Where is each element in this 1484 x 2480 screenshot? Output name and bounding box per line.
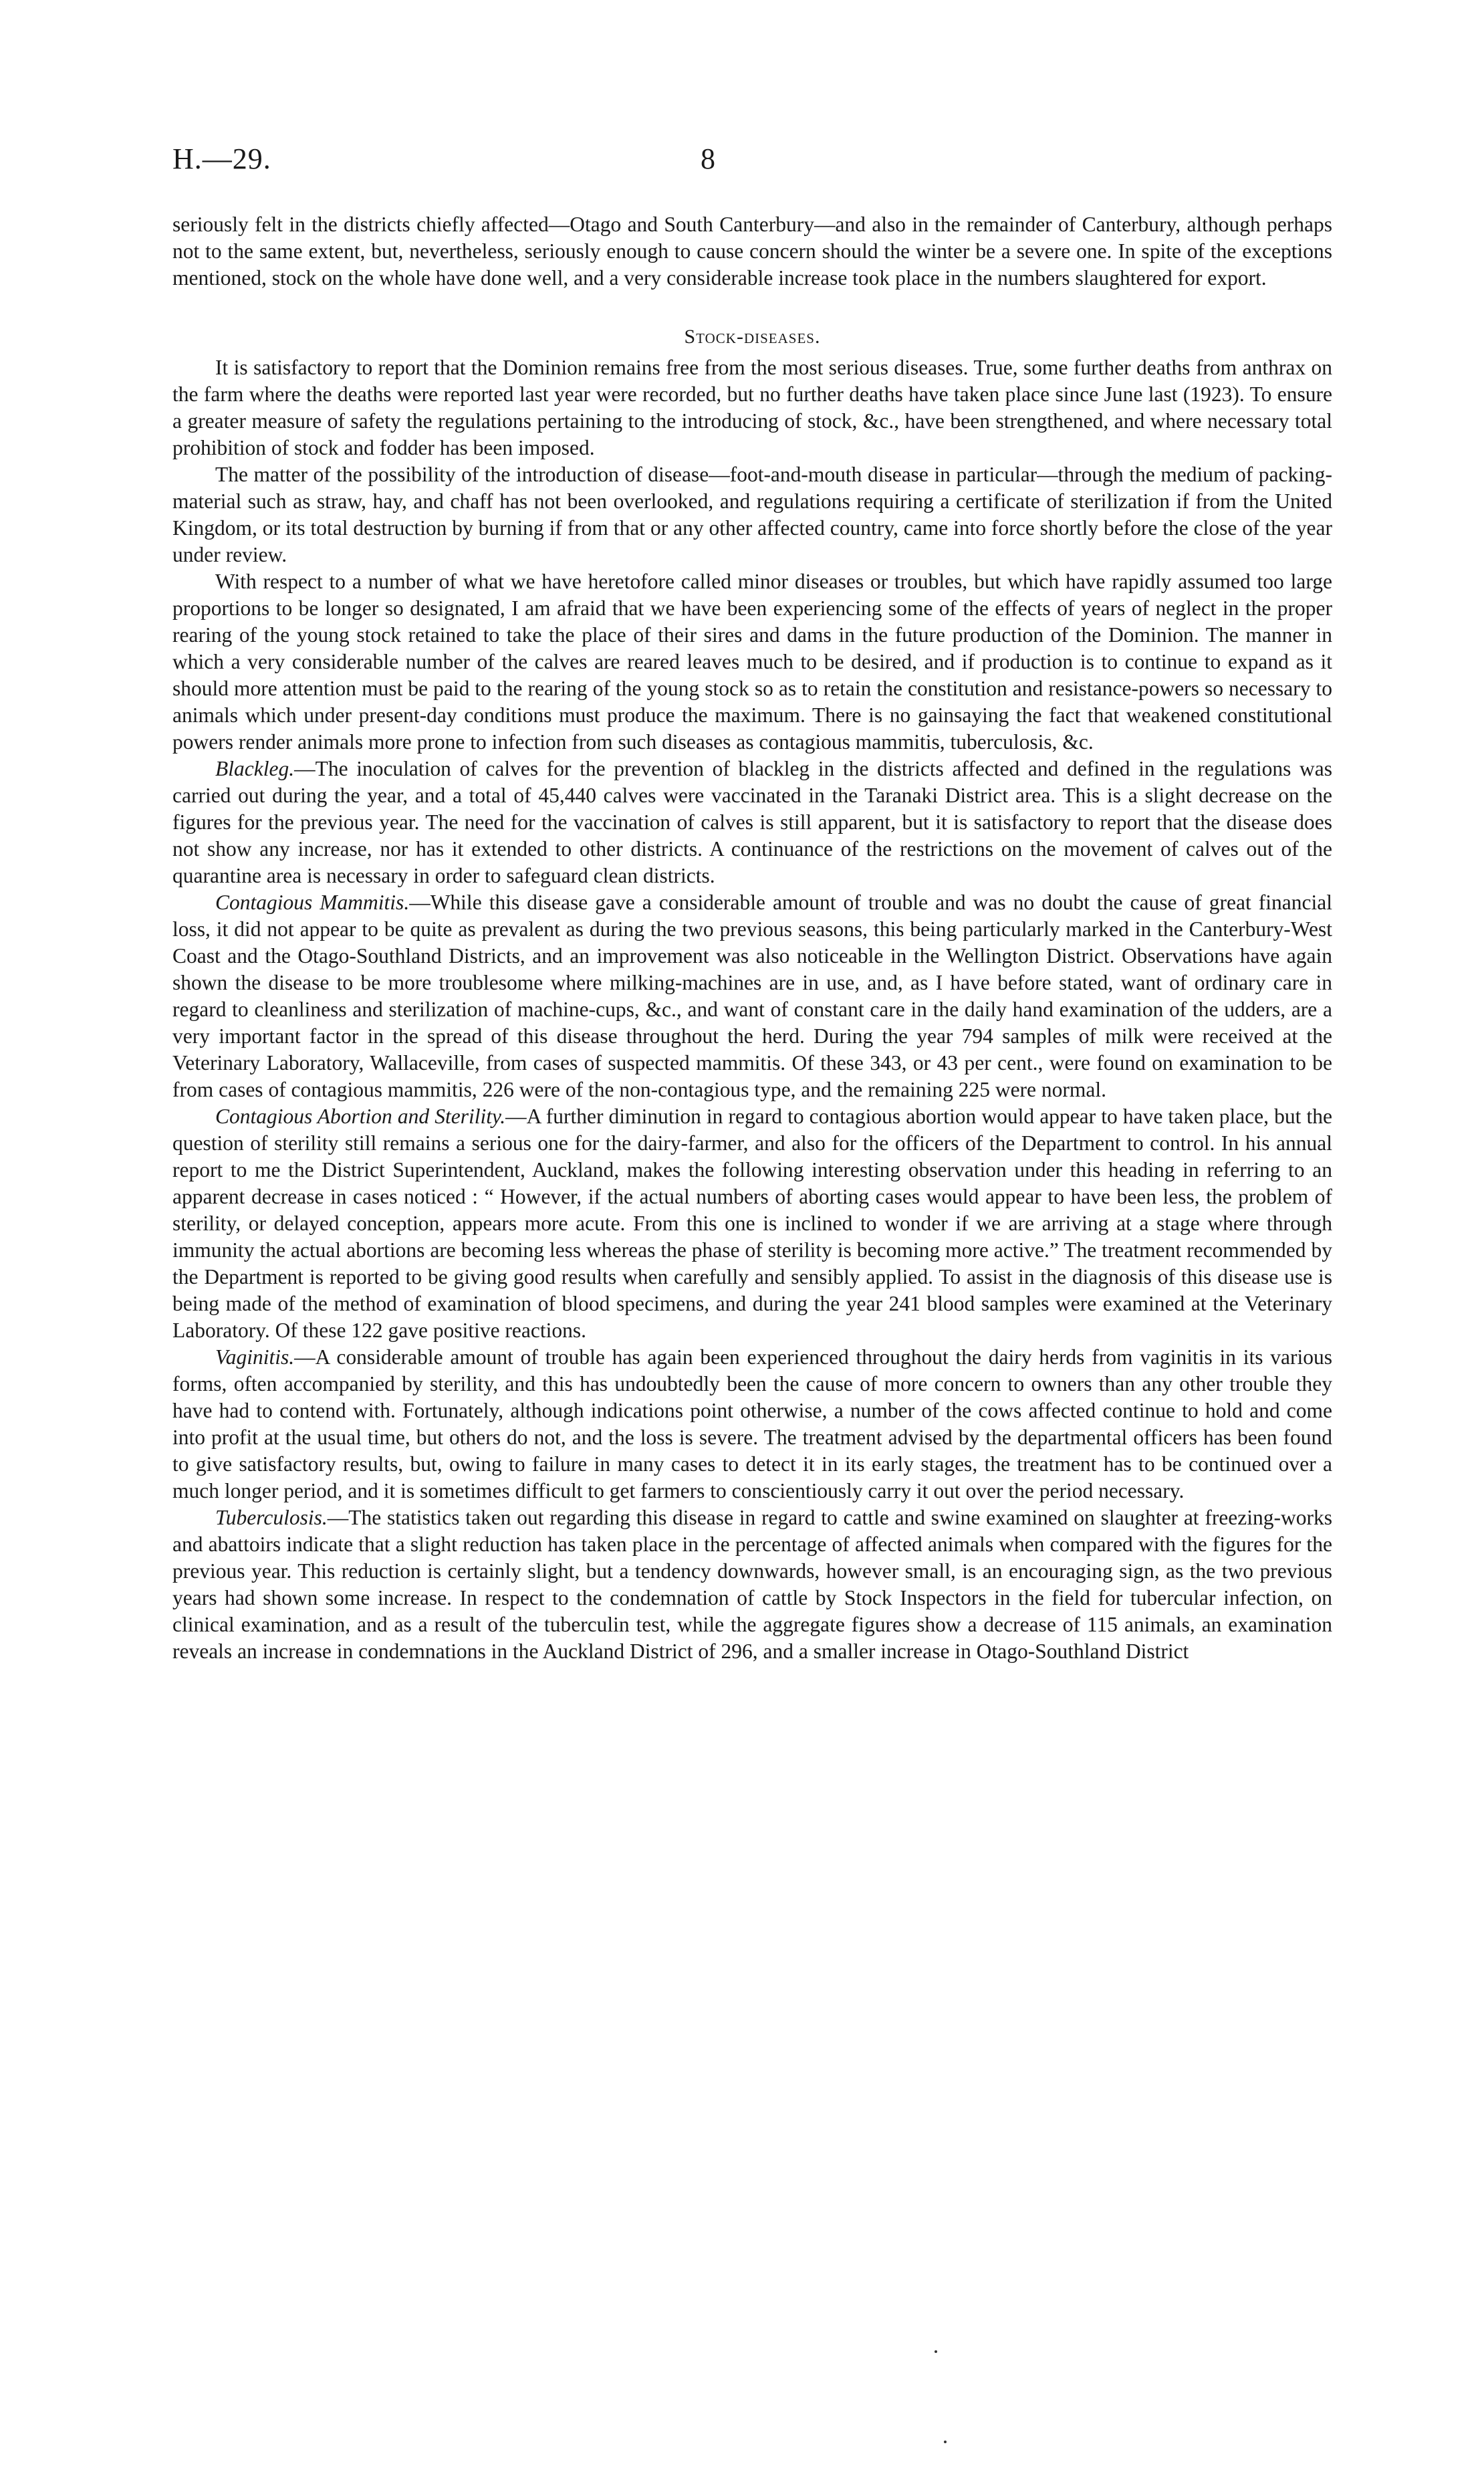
scan-speck xyxy=(944,2441,947,2443)
topic-text: —The inoculation of calves for the prevention of blackleg in the districts affected and defined in the regulations was carried out during the year, and a total of 45,440 calves were vaccinated in the Taranaki District area. This is a slight decrease on the figures for the previous year. The need for the vaccination of calves is still apparent, but it is satisfactory to report that the disease does not show any increase, nor has it extended to other districts. A continuance of the restrictions on the movement of calves out of the quarantine area is necessary in order to safeguard clean districts. xyxy=(172,757,1332,887)
topic-vaginitis xyxy=(172,1344,1332,1504)
report-reference: H.—29. xyxy=(172,142,271,175)
page-number: 8 xyxy=(701,142,716,175)
topic-contagious-mammitis xyxy=(172,889,1332,1103)
topic-title: Vaginitis. xyxy=(215,1345,295,1369)
body-text xyxy=(172,211,1332,1665)
topic-blackleg xyxy=(172,756,1332,889)
topic-contagious-abortion xyxy=(172,1103,1332,1344)
paragraph-minor-diseases: With respect to a number of what we have heretofore called minor diseases or troubles, but which have rapidly assumed too large proportions to be longer so designated, I am afraid that we have been experiencing some of the effects of years of neglect in the proper rearing of the young stock retained to take the place of their sires and dams in the future production of the Dominion. The manner in which a very considerable number of the calves are reared leaves much to be desired, and if production is to continue to expand as it should more attention must be paid to the rearing of the young stock so as to retain the constitution and resistance-powers so necessary to animals which under present-day conditions must produce the maximum. There is no gainsaying the fact that weakened constitutional powers render animals more prone to infection from such diseases as contagious mammitis, tuberculosis, &c. xyxy=(172,570,1332,754)
topic-text: —The statistics taken out regarding this disease in regard to cattle and swine examined on slaughter at freezing-works and abattoirs indicate that a slight reduction has taken place in the percentage of affected animals when compared with the figures for the previous year. This reduction is certainly slight, but a tendency downwards, however small, is an encouraging sign, as the two previous years had shown some increase. In respect to the condemnation of cattle by Stock Inspectors in the field for tubercular infection, on clinical examination, and as a result of the tuberculin test, while the aggregate figures show a decrease of 115 animals, an examination reveals an increase in condemnations in the Auckland District of 296, and a smaller increase in Otago-Southland District xyxy=(172,1506,1332,1663)
topic-title: Blackleg. xyxy=(215,757,295,780)
paragraph-packing-material: The matter of the possibility of the introduction of disease—foot-and-mouth disease in particular—through the medium of packing-material such as straw, hay, and chaff has not been overlooked, and regulations requiring a certificate of sterilization if from the United Kingdom, or its total destruction by burning if from that or any other affected country, came into force shortly before the close of the year under review. xyxy=(172,463,1332,566)
opening-paragraph: seriously felt in the districts chiefly affected—Otago and South Canterbury—and also in the remainder of Canterbury, although perhaps not to the same extent, but, nevertheless, seriously enough to cause concern should the winter be a severe one. In spite of the exceptions mentioned, stock on the whole have done well, and a very considerable increase took place in the numbers slaughtered for export. xyxy=(172,213,1332,290)
topic-tuberculosis xyxy=(172,1504,1332,1665)
document-page xyxy=(172,142,1332,1665)
paragraph-diseases-free: It is satisfactory to report that the Dominion remains free from the most serious diseases. True, some further deaths from anthrax on the farm where the deaths were reported last year were recorded, but no further deaths have taken place since June last (1923). To ensure a greater measure of safety the regulations pertaining to the introducing of stock, &c., have been strengthened, and where necessary total prohibition of stock and fodder has been imposed. xyxy=(172,356,1332,459)
scan-speck xyxy=(935,2350,937,2353)
topic-text: —While this disease gave a considerable amount of trouble and was no doubt the cause of great financial loss, it did not appear to be quite as prevalent as during the two previous seasons, this being particularly marked in the Canterbury-West Coast and the Otago-Southland Districts, and an improvement was also noticeable in the Wellington District. Observations have again shown the disease to be more troublesome where milking-machines are in use, and, as I have before stated, want of ordinary care in regard to cleanliness and sterilization of machine-cups, &c., and want of constant care in the daily hand examination of the udders, are a very important factor in the spread of this disease throughout the herd. During the year 794 samples of milk were received at the Veterinary Laboratory, Wallaceville, from cases of suspected mammitis. Of these 343, or 43 per cent., were found on examination to be from cases of contagious mammitis, 226 were of the non-contagious type, and the remaining 225 were normal. xyxy=(172,891,1332,1101)
topic-title: Contagious Abortion and Sterility. xyxy=(215,1105,506,1128)
topic-title: Tuberculosis. xyxy=(215,1506,328,1529)
topic-title: Contagious Mammitis. xyxy=(215,891,410,914)
topic-text: —A considerable amount of trouble has again been experienced throughout the dairy herds from vaginitis in its various forms, often accompanied by sterility, and this has undoubtedly been the cause of more concern to owners than any other trouble they have had to contend with. Fortunately, although indications point otherwise, a number of the cows affected continue to hold and come into profit at the usual time, but others do not, and the loss is severe. The treatment advised by the departmental officers has been found to give satisfactory results, but, owing to failure in many cases to detect it in its early stages, the treatment has to be continued over a much longer period, and it is sometimes difficult to get farmers to conscientiously carry it out over the period necessary. xyxy=(172,1345,1332,1502)
section-heading: Stock-diseases. xyxy=(684,326,821,348)
topic-text: —A further diminution in regard to contagious abortion would appear to have taken place, but the question of sterility still remains a serious one for the dairy-farmer, and also for the officers of the Department to control. In his annual report to me the District Superintendent, Auckland, makes the following interesting observation under this heading in referring to an apparent decrease in cases noticed : “ However, if the actual numbers of aborting cases would appear to have been less, the problem of sterility, or delayed conception, appears more acute. From this one is inclined to wonder if we are arriving at a stage where through immunity the actual abortions are becoming less whereas the phase of sterility is becoming more active.” The treatment recommended by the Department is reported to be giving good results when carefully and sensibly applied. To assist in the diagnosis of this disease use is being made of the method of examination of blood specimens, and during the year 241 blood samples were examined at the Veterinary Laboratory. Of these 122 gave positive reactions. xyxy=(172,1105,1332,1342)
running-head xyxy=(172,142,1332,189)
